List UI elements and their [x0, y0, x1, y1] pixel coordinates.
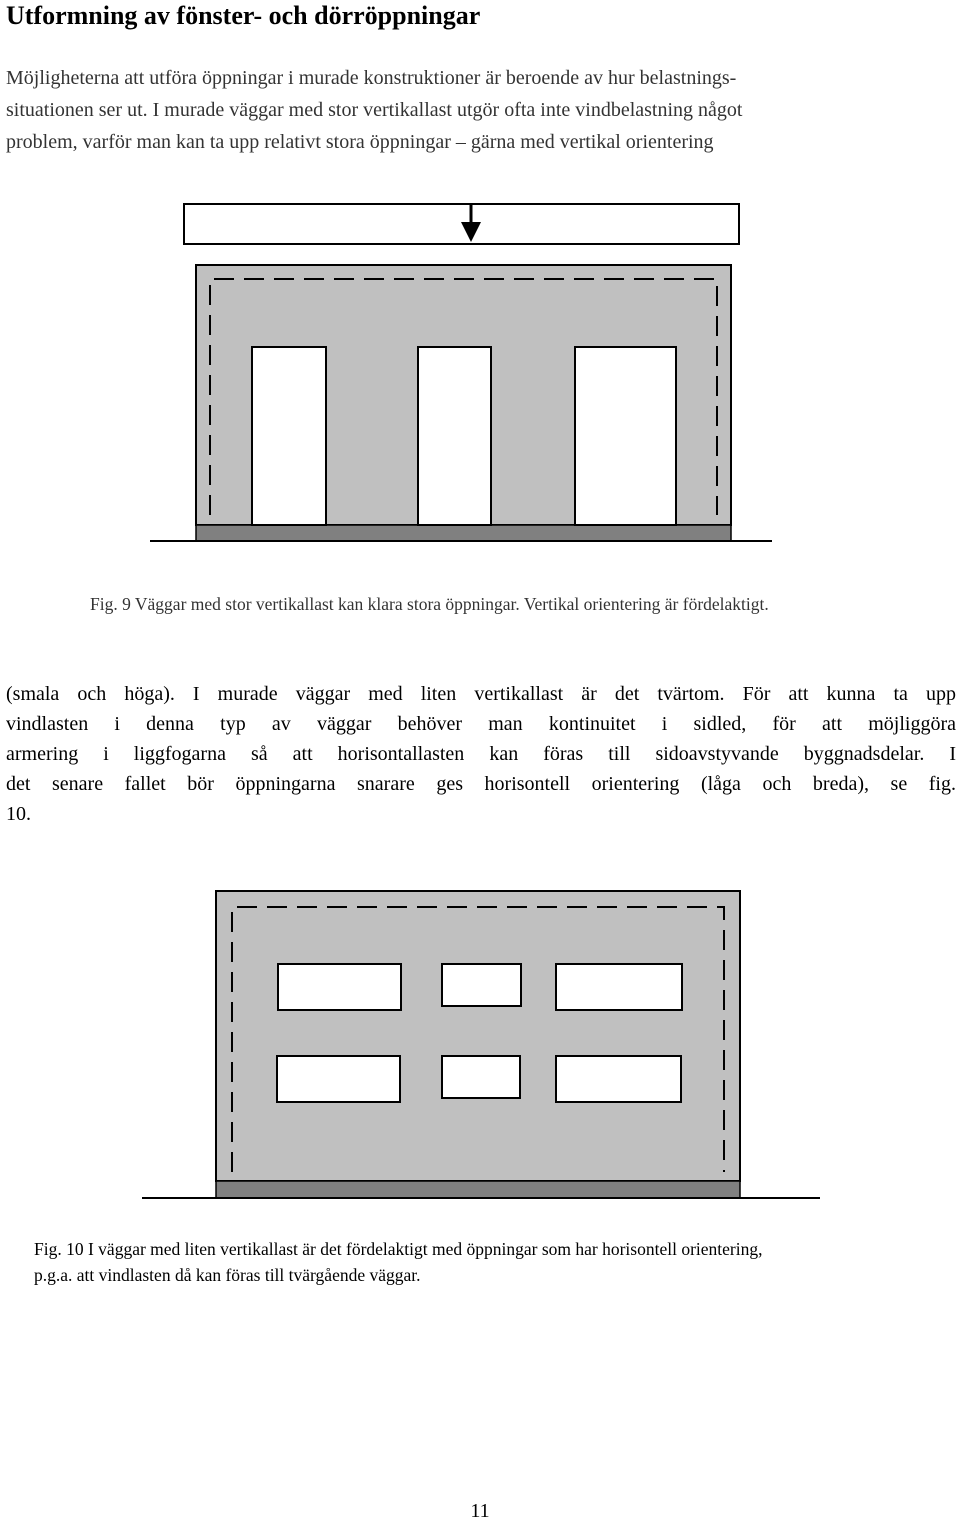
- body-line: (smala och höga). I murade väggar med liten vertikallast är det tvärtom. För att kunna ta upp: [6, 683, 956, 705]
- intro-line: situationen ser ut. I murade väggar med stor vertikallast utgör ofta inte vindbelastning något: [6, 99, 743, 121]
- wall-base: [216, 1181, 740, 1198]
- window-opening-wide: [277, 1056, 400, 1102]
- figure-9-caption: Fig. 9 Väggar med stor vertikallast kan klara stora öppningar. Vertikal orientering är fördelaktigt.: [90, 594, 769, 614]
- intro-line: Möjligheterna att utföra öppningar i murade konstruktioner är beroende av hur belastnings-: [6, 67, 737, 89]
- window-opening-tall: [575, 347, 676, 525]
- body-line: det senare fallet bör öppningarna snarare ges horisontell orientering (låga och breda), se fig.: [6, 773, 956, 795]
- wall-body: [216, 891, 740, 1181]
- window-opening-tall: [252, 347, 326, 525]
- body-line: vindlasten i denna typ av väggar behöver man kontinuitet i sidled, för att möjliggöra: [6, 713, 956, 735]
- body-paragraph: [6, 679, 956, 829]
- page-number: 11: [470, 1500, 490, 1522]
- caption-line: Fig. 10 I väggar med liten vertikallast är det fördelaktigt med öppningar som har horisontell orientering,: [34, 1239, 763, 1259]
- window-opening-wide: [278, 964, 401, 1010]
- window-opening-wide: [556, 1056, 681, 1102]
- figure-9-diagram: [0, 190, 960, 550]
- caption-line: p.g.a. att vindlasten då kan föras till tvärgående väggar.: [34, 1265, 421, 1285]
- load-beam: [184, 204, 739, 244]
- wall-base: [196, 525, 731, 541]
- window-opening-wide: [442, 964, 521, 1006]
- figure-10-diagram: [0, 880, 960, 1220]
- window-opening-wide: [556, 964, 682, 1010]
- page-heading: Utformning av fönster- och dörröppningar: [6, 1, 481, 30]
- window-opening-tall: [418, 347, 491, 525]
- body-line: 10.: [6, 803, 31, 825]
- figure-10-caption: [34, 1236, 763, 1288]
- intro-paragraph: [6, 62, 956, 158]
- body-line: armering i liggfogarna så att horisontallasten kan föras till sidoavstyvande byggnadsdelar. I: [6, 743, 956, 765]
- window-opening-wide: [442, 1056, 520, 1098]
- intro-line: problem, varför man kan ta upp relativt stora öppningar – gärna med vertikal orientering: [6, 131, 714, 153]
